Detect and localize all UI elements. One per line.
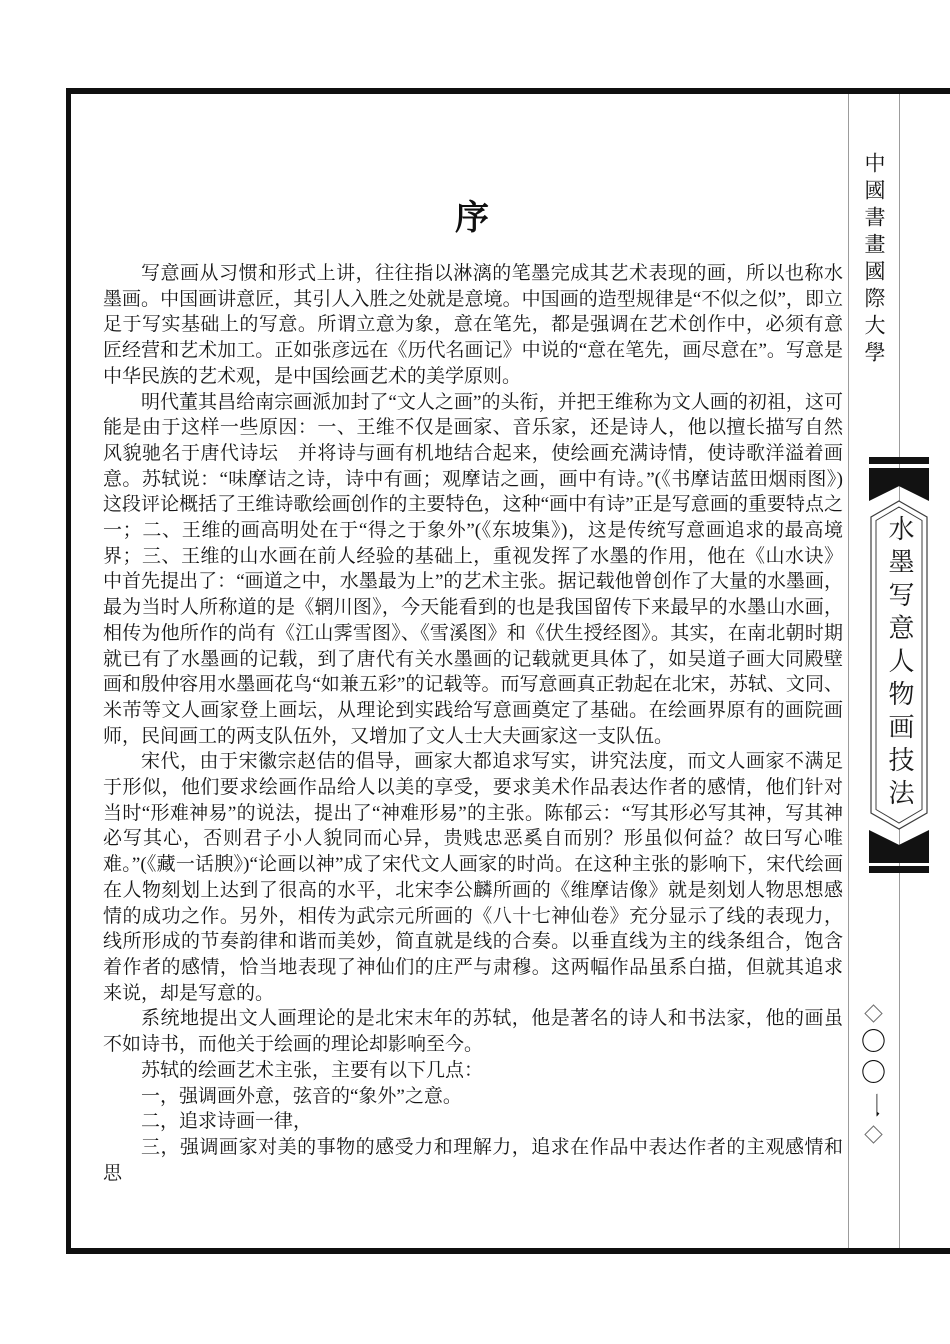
paragraph-4: 系统地提出文人画理论的是北宋末年的苏轼，他是著名的诗人和书法家，他的画虽不如诗书，而他关于绘画的理论却影响至今。: [103, 1008, 843, 1056]
paragraph-2: 明代董其昌给南宗画派加封了“文人之画”的头衔，并把王维称为文人画的初祖，这可能是由于这样一些原因：一、王维不仅是画家、音乐家，还是诗人，他以擅长描写自然风貌驰名于唐代诗坛 并将诗与画有机地结合起来，使绘画充满诗情，使诗歌洋溢着画意。苏轼说：“味摩诘之诗，诗中有画；观摩诘之画，画中有诗。”(《书摩诘蓝田烟雨图》) 这段评论概括了王维诗歌绘画创作的主要特色，这种“画中有诗”正是写意画的重要特点之一；二、王维的画高明处在于“得之于象外”(《东坡集》)，这是传统写意画追求的最高境界；三、王维的山水画在前人经验的基础上，重视发挥了水墨的作用，他在《山水诀》中首先提出了：“画道之中，水墨最为上”的艺术主张。据记载他曾创作了大量的水墨画，最为当时人所称道的是《辋川图》，今天能看到的也是我国留传下来最早的水墨山水画，相传为他所作的尚有《江山霁雪图》、《雪溪图》和《伏生授经图》。其实，在南北朝时期就已有了水墨画的记载，到了唐代有关水墨画的记载就更具体了，如吴道子画大同殿壁画和殷仲容用水墨画花鸟“如兼五彩”的记载等。而写意画真正勃起在北宋，苏轼、文同、米芾等文人画家登上画坛，从理论到实践给写意画奠定了基础。在绘画界原有的画院画师，民间画工的两支队伍外，又增加了文人士大夫画家这一支队伍。: [103, 391, 843, 747]
body-text: [103, 261, 843, 1186]
book-title-vertical: 水墨写意人物画技法: [885, 515, 914, 812]
paragraph-3: 宋代，由于宋徽宗赵佶的倡导，画家大都追求写实，讲究法度，而文人画家不满足于形似，他们要求绘画作品给人以美的享受，要求美术作品表达作者的感情，他们针对当时“形难神易”的说法，提出了“神难形易”的主张。陈郁云：“写其形必写其神，写其神必写其心，否则君子小人貌同而心异，贵贱忠恶奚自而别？形虽似何益？故曰写心唯难。”(《藏一话腴》)“论画以神”成了宋代文人画家的时尚。在这种主张的影响下，宋代绘画在人物刻划上达到了很高的水平，北宋李公麟所画的《维摩诘像》就是刻划人物思想感情的成功之作。另外，相传为武宗元所画的《八十七神仙卷》充分显示了线的表现力，线所形成的节奏韵律和谐而美妙，简直就是线的合奏。以垂直线为主的线条组合，饱含着作者的感情，恰当地表现了神仙们的庄严与肃穆。这两幅作品虽系白描，但就其追求来说，却是写意的。: [103, 751, 843, 1004]
page-border-left: [66, 88, 71, 1254]
page-number-digit-3: 一: [860, 1092, 888, 1118]
page-number-digit-2: 〇: [860, 1060, 886, 1087]
ribbon-bar-bottom: [869, 866, 929, 873]
list-item-2: 二，追求诗画一律，: [141, 1111, 313, 1133]
main-content: [103, 195, 843, 1186]
paragraph-5: 苏轼的绘画艺术主张，主要有以下几点：: [141, 1059, 484, 1081]
ribbon-chevron-bottom: [869, 830, 929, 863]
list-item-3: 三，强调画家对美的事物的感受力和理解力，追求在作品中表达作者的主观感情和思: [103, 1136, 843, 1184]
university-name-vertical: 中國書畫國際大學: [862, 152, 886, 368]
page-border-bottom: [66, 1248, 950, 1254]
list-item-1: 一，强调画外意，弦音的“象外”之意。: [141, 1085, 462, 1107]
page-border-top: [66, 88, 950, 94]
ribbon-bar-top: [869, 457, 929, 464]
page-number: [848, 1002, 899, 1146]
diamond-ornament-bottom: [864, 1125, 882, 1143]
paragraph-1: 写意画从习惯和形式上讲，往往指以淋漓的笔墨完成其艺术表现的画，所以也称水墨画。中国画讲意匠，其引人入胜之处就是意境。中国画的造型规律是“不似之似”，即立足于写实基础上的写意。所谓立意为象，意在笔先，都是强调在艺术创作中，必须有意匠经营和艺术加工。正如张彦远在《历代名画记》中说的“意在笔先，画尽意在”。写意是中华民族的艺术观，是中国绘画艺术的美学原则。: [103, 263, 843, 387]
page-number-digit-1: 〇: [860, 1029, 886, 1056]
ribbon-chevron-top: [869, 468, 929, 501]
diamond-ornament-top: [864, 1004, 882, 1022]
book-title-ribbon: [869, 457, 929, 874]
page-title: 序: [455, 200, 491, 237]
